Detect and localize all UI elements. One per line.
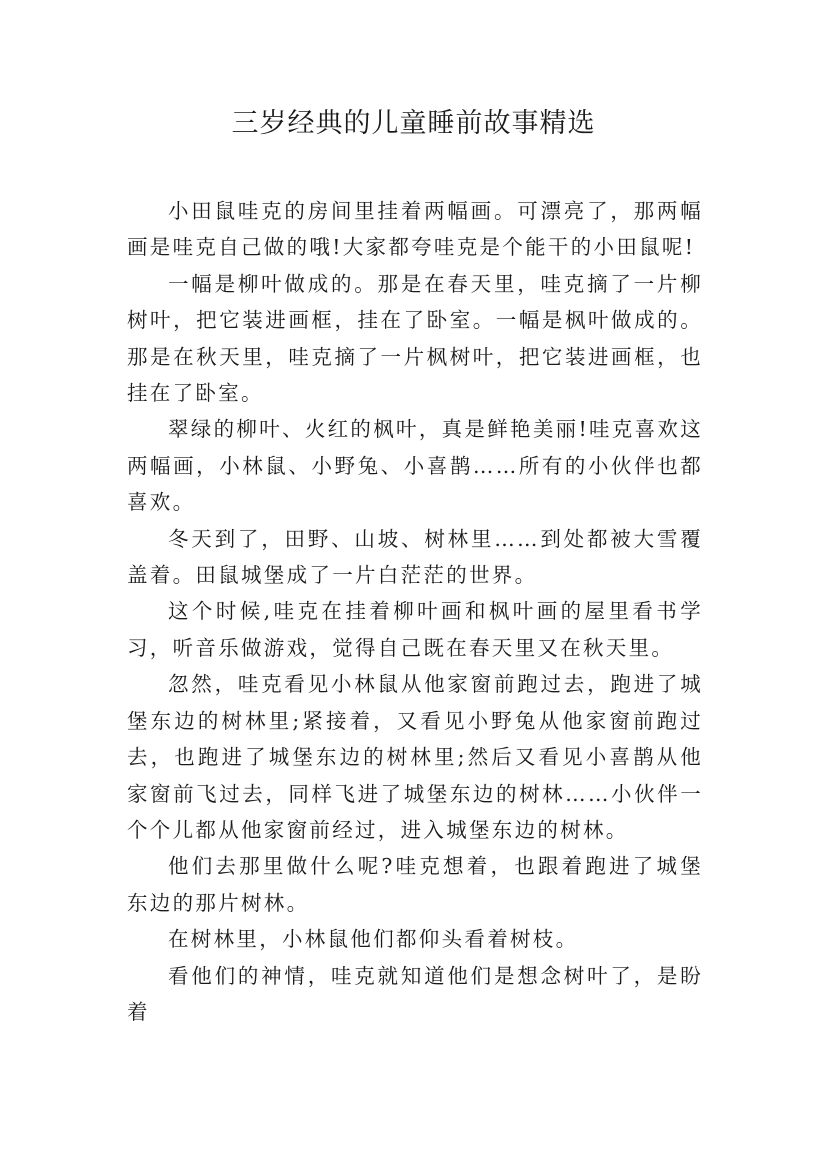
document-body bbox=[127, 193, 703, 1030]
paragraph: 小田鼠哇克的房间里挂着两幅画。可漂亮了，那两幅画是哇克自己做的哦!大家都夸哇克是个能干的小田鼠呢! bbox=[127, 199, 703, 260]
document-title: 三岁经典的儿童睡前故事精选 bbox=[231, 108, 596, 139]
paragraph: 冬天到了，田野、山坡、树林里……到处都被大雪覆盖着。田鼠城堡成了一片白茫茫的世界。 bbox=[127, 526, 703, 588]
paragraph: 在树林里，小林鼠他们都仰头看着树枝。 bbox=[168, 927, 579, 952]
paragraph: 这个时候,哇克在挂着柳叶画和枫叶画的屋里看书学习，听音乐做游戏，觉得自己既在春天里又在秋天里。 bbox=[127, 599, 703, 660]
paragraph: 忽然，哇克看见小林鼠从他家窗前跑过去，跑进了城堡东边的树林里;紧接着，又看见小野兔从他家窗前跑过去，也跑进了城堡东边的树林里;然后又看见小喜鹊从他家窗前飞过去，同样飞进了城堡东边的树林……小伙伴一个个儿都从他家窗前经过，进入城堡东边的树林。 bbox=[127, 672, 703, 842]
paragraph: 一幅是柳叶做成的。那是在春天里，哇克摘了一片柳树叶，把它装进画框，挂在了卧室。一幅是枫叶做成的。那是在秋天里，哇克摘了一片枫树叶，把它装进画框，也挂在了卧室。 bbox=[127, 271, 703, 406]
paragraph: 他们去那里做什么呢?哇克想着，也跟着跑进了城堡东边的那片树林。 bbox=[127, 854, 703, 915]
paragraph: 翠绿的柳叶、火红的枫叶，真是鲜艳美丽!哇克喜欢这两幅画，小林鼠、小野兔、小喜鹊……所有的小伙伴也都喜欢。 bbox=[127, 417, 703, 515]
paragraph: 看他们的神情，哇克就知道他们是想念树叶了，是盼着 bbox=[127, 963, 703, 1024]
